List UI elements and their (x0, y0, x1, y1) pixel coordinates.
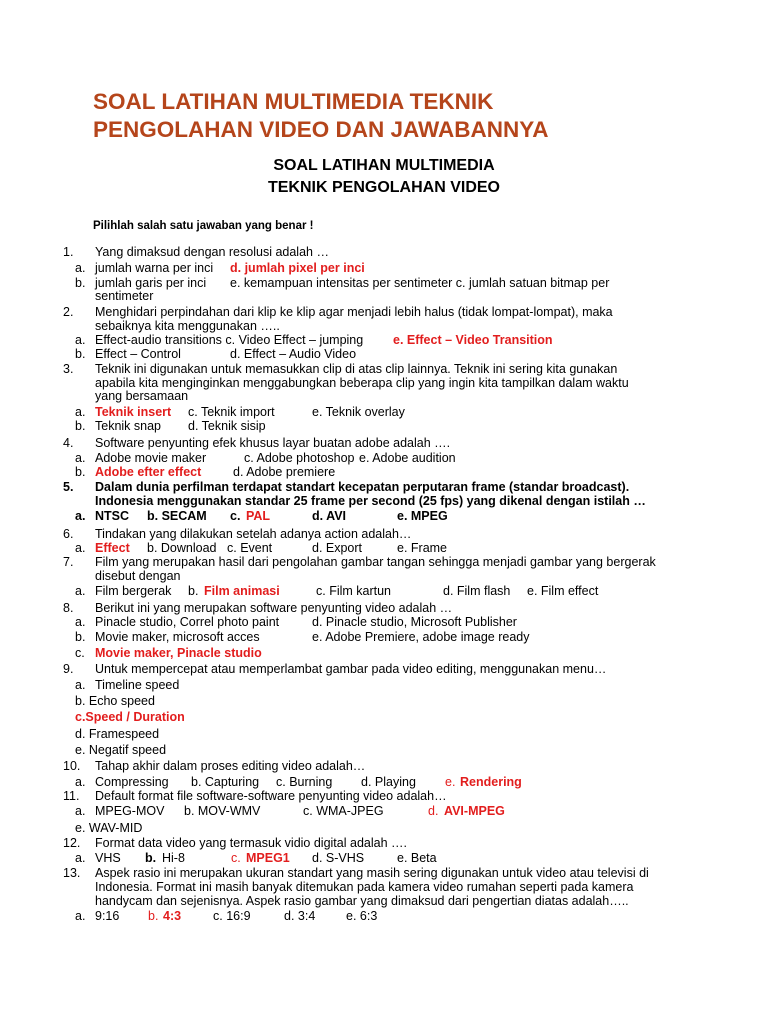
question-10-number: 10. (63, 759, 81, 773)
question-2-text: sebaiknya kita menggunakan ….. (95, 319, 280, 333)
question-8-text: Berikut ini yang merupakan software penyunting video adalah … (95, 601, 453, 615)
title-line-2: PENGOLAHAN VIDEO DAN JAWABANNYA (93, 117, 549, 142)
option-text: e. Teknik overlay (312, 405, 405, 419)
question-13-text: Indonesia. Format ini masih banyak ditemukan pada kamera video rumahan seperti pada kamera (95, 880, 634, 894)
option-label: a. (75, 584, 86, 598)
subtitle-line-1: SOAL LATIHAN MULTIMEDIA (273, 157, 495, 174)
option-text: c. WMA-JPEG (303, 804, 384, 818)
option-text: e. Film effect (527, 584, 599, 598)
option-text: d. Playing (361, 775, 416, 789)
answer-option: Teknik insert (95, 405, 172, 419)
question-9-number: 9. (63, 662, 74, 676)
question-3-text: yang bersamaan (95, 389, 189, 403)
instruction: Pilihlah salah satu jawaban yang benar ! (93, 220, 314, 232)
option-label: a. (75, 541, 86, 555)
option-text: d. Film flash (443, 584, 511, 598)
question-2-text: Menghidari perpindahan dari klip ke klip agar menjadi lebih halus (tidak lompat-lompat), maka (95, 305, 613, 319)
option-text: e. MPEG (397, 509, 448, 523)
option-text: Effect-audio transitions c. Video Effect – jumping (95, 333, 364, 347)
option-text: e. Beta (397, 851, 437, 865)
answer-option: c.Speed / Duration (75, 710, 185, 724)
option-text: VHS (95, 851, 121, 865)
option-text: jumlah garis per inci (95, 276, 207, 290)
answer-option: 4:3 (163, 909, 182, 923)
question-1-number: 1. (63, 245, 74, 259)
option-text: c. Adobe photoshop (244, 451, 355, 465)
option-text: d. 3:4 (284, 909, 316, 923)
option-label: a. (75, 909, 86, 923)
option-text: c. Burning (276, 775, 333, 789)
question-8-number: 8. (63, 601, 74, 615)
option-label: b. (75, 347, 86, 361)
answer-option: Movie maker, Pinacle studio (95, 646, 262, 660)
option-label: b. (75, 276, 86, 290)
option-label: a. (75, 804, 86, 818)
option-label: b. (145, 851, 157, 865)
option-text: b. MOV-WMV (184, 804, 261, 818)
question-2-number: 2. (63, 305, 74, 319)
answer-option: Rendering (460, 775, 522, 789)
question-11-number: 11. (63, 789, 80, 803)
option-text: d. Pinacle studio, Microsoft Publisher (312, 615, 517, 629)
question-13-text: handycam dan sejenisnya. Aspek rasio gambar yang dimaksud dari pengertian diatas adalah….. (95, 894, 629, 908)
option-text: Compressing (95, 775, 169, 789)
option-text: d. AVI (312, 509, 347, 523)
option-text: d. Teknik sisip (188, 419, 266, 433)
option-text: d. Framespeed (75, 727, 160, 741)
option-text: Teknik snap (95, 419, 162, 433)
option-text: b. Capturing (191, 775, 260, 789)
option-label: b. (148, 909, 159, 923)
question-4-text: Software penyunting efek khusus layar buatan adobe adalah …. (95, 436, 451, 450)
question-6-text: Tindakan yang dilakukan setelah adanya action adalah… (95, 527, 412, 541)
question-10-text: Tahap akhir dalam proses editing video adalah… (95, 759, 366, 773)
option-label: a. (75, 509, 86, 523)
option-text: Hi-8 (162, 851, 185, 865)
option-text: e. Frame (397, 541, 448, 555)
option-text: e. Adobe Premiere, adobe image ready (312, 630, 530, 644)
option-text: Movie maker, microsoft acces (95, 630, 260, 644)
option-text: Pinacle studio, Correl photo paint (95, 615, 280, 629)
question-4-number: 4. (63, 436, 74, 450)
question-12-number: 12. (63, 836, 81, 850)
option-text: c. 16:9 (213, 909, 251, 923)
question-5-text: Indonesia menggunakan standar 25 frame per second (25 fps) yang dikenal dengan istilah … (95, 494, 646, 508)
question-3-text: apabila kita menginginkan menggabungkan beberapa clip yang ingin kita tampilkan dalam waktu (95, 376, 629, 390)
option-text: d. Export (312, 541, 363, 555)
option-text: c. Film kartun (316, 584, 392, 598)
question-5-text: Dalam dunia perfilman terdapat standart kecepatan perputaran frame (standar broadcast). (95, 480, 630, 494)
answer-option: Effect (95, 541, 130, 555)
option-text: c. Teknik import (188, 405, 275, 419)
option-text: Film bergerak (95, 584, 172, 598)
question-12-text: Format data video yang termasuk vidio digital adalah …. (95, 836, 407, 850)
option-label: a. (75, 451, 86, 465)
option-label: a. (75, 775, 86, 789)
option-label: c. (230, 509, 241, 523)
answer-option: PAL (246, 509, 271, 523)
question-11-text: Default format file software-software penyunting video adalah… (95, 789, 447, 803)
question-7-number: 7. (63, 555, 74, 569)
answer-option: d. jumlah pixel per inci (230, 261, 365, 275)
document-title (93, 88, 548, 144)
option-text: Adobe movie maker (95, 451, 207, 465)
option-label: a. (75, 678, 86, 692)
question-5-number: 5. (63, 480, 74, 494)
answer-option: Adobe efter effect (95, 465, 202, 479)
option-text: b. SECAM (147, 509, 207, 523)
question-13-text: Aspek rasio ini merupakan ukuran standart yang masih sering digunakan untuk video atau televisi di (95, 866, 649, 880)
option-text: Effect – Control (95, 347, 181, 361)
option-label: a. (75, 851, 86, 865)
option-label: a. (75, 405, 86, 419)
question-3-text: Teknik ini digunakan untuk memasukkan clip di atas clip lainnya. Teknik ini sering kita gunakan (95, 362, 618, 376)
question-1-text: Yang dimaksud dengan resolusi adalah … (95, 245, 329, 259)
option-label: b. (188, 584, 199, 598)
option-text: e. kemampuan intensitas per sentimeter c. jumlah satuan bitmap per (230, 276, 610, 290)
subtitle-line-2: TEKNIK PENGOLAHAN VIDEO (267, 179, 500, 196)
option-text: MPEG-MOV (95, 804, 165, 818)
option-text: e. Negatif speed (75, 743, 167, 757)
question-6-number: 6. (63, 527, 74, 541)
option-label: e. (445, 775, 456, 789)
option-label: d. (428, 804, 439, 818)
question-7-text: Film yang merupakan hasil dari pengolahan gambar tangan sehingga menjadi gambar yang bergerak (95, 555, 656, 569)
option-label: c. (231, 851, 241, 865)
option-text: d. Adobe premiere (233, 465, 336, 479)
option-label: b. (75, 419, 86, 433)
option-text: Timeline speed (95, 678, 180, 692)
option-text: b. Download (147, 541, 217, 555)
question-9-text: Untuk mempercepat atau memperlambat gambar pada video editing, menggunakan menu… (95, 662, 607, 676)
option-text: e. WAV-MID (75, 821, 143, 835)
option-label: b. (75, 630, 86, 644)
question-3-number: 3. (63, 362, 74, 376)
option-text: 9:16 (95, 909, 120, 923)
option-text: jumlah warna per inci (95, 261, 214, 275)
option-label: a. (75, 615, 86, 629)
answer-option: Film animasi (204, 584, 280, 598)
option-text: b. Echo speed (75, 694, 155, 708)
option-text: d. S-VHS (312, 851, 365, 865)
question-7-text: disebut dengan (95, 569, 181, 583)
title-line-1: SOAL LATIHAN MULTIMEDIA TEKNIK (93, 89, 494, 114)
option-text-continued: sentimeter (95, 289, 154, 303)
option-text: e. Adobe audition (359, 451, 456, 465)
document-subtitle (0, 155, 768, 199)
option-label: b. (75, 465, 86, 479)
answer-option: AVI-MPEG (444, 804, 505, 818)
option-text: e. 6:3 (346, 909, 378, 923)
answer-option: MPEG1 (246, 851, 290, 865)
option-text: d. Effect – Audio Video (230, 347, 357, 361)
option-text: c. Event (227, 541, 273, 555)
question-13-number: 13. (63, 866, 81, 880)
option-label: a. (75, 333, 86, 347)
option-label: c. (75, 646, 85, 660)
option-label: a. (75, 261, 86, 275)
answer-option: e. Effect – Video Transition (393, 333, 553, 347)
option-text: NTSC (95, 509, 130, 523)
